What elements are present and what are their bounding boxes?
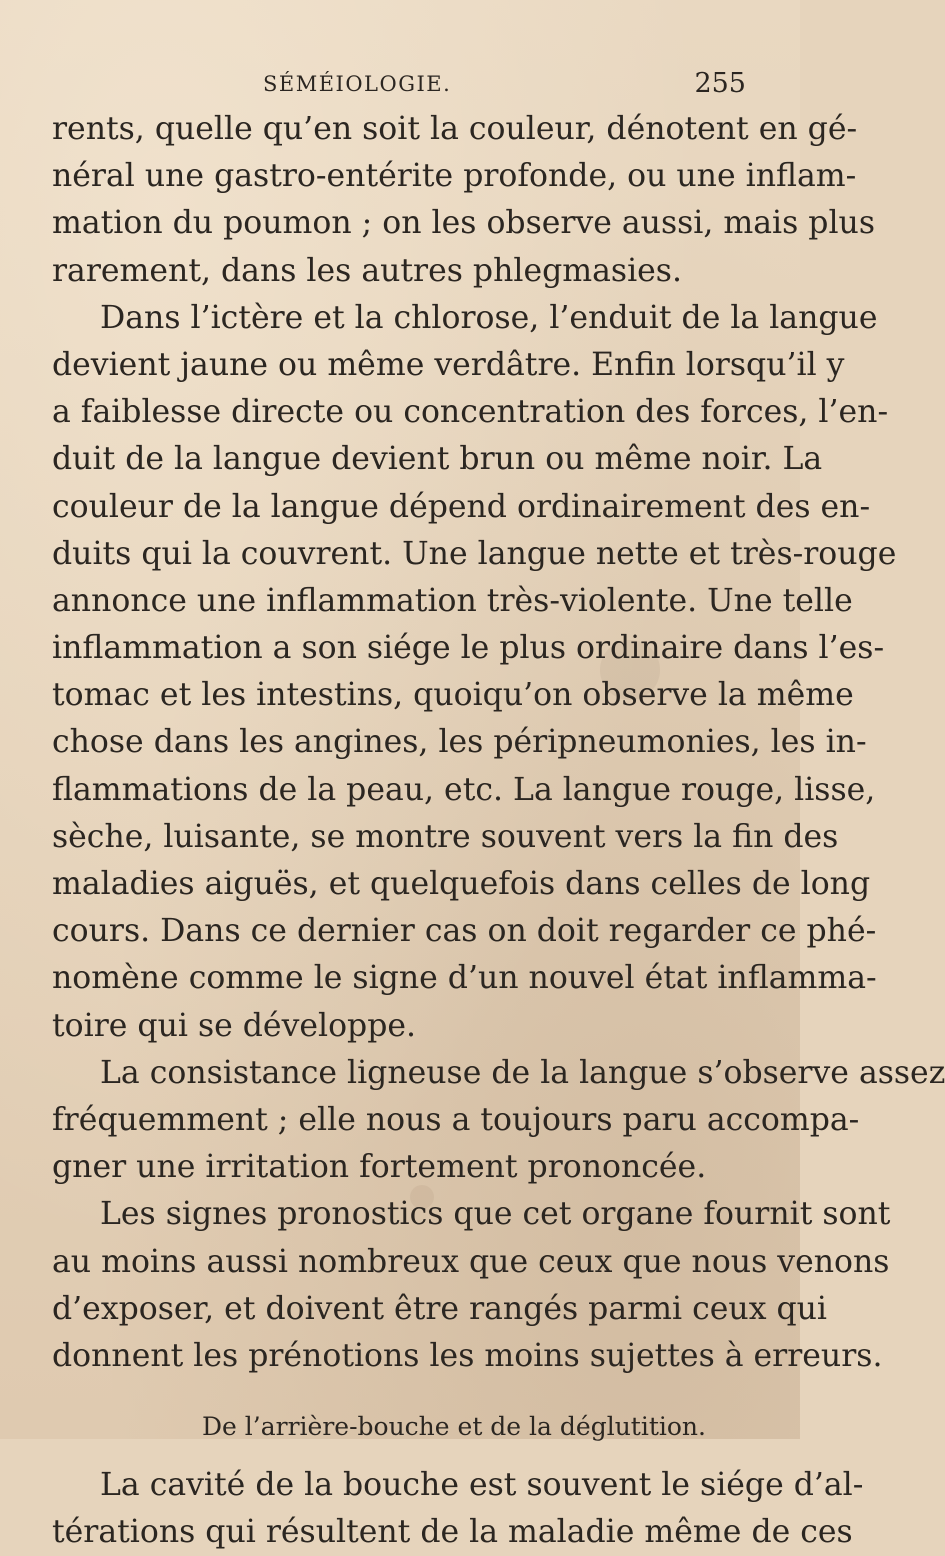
text-line: au moins aussi nombreux que ceux que nous venons: [52, 1243, 890, 1280]
paragraph: [52, 106, 875, 295]
paragraph: [52, 1050, 945, 1192]
text-line: maladies aiguës, et quelquefois dans celles de long: [52, 866, 871, 902]
text-line: couleur de la langue dépend ordinairement des en-: [52, 488, 871, 525]
text-line: néral une gastro-entérite profonde, ou une inflam-: [52, 158, 857, 195]
paragraph: [52, 1191, 891, 1380]
section-heading: De l’arrière-bouche et de la déglutition.: [202, 1412, 706, 1442]
text-line: tomac et les intestins, quoiqu’on observe la même: [52, 677, 854, 714]
text-line: nomène comme le signe d’un nouvel état inflamma-: [52, 960, 877, 997]
text-line: Dans l’ictère et la chlorose, l’enduit de la langue: [100, 299, 878, 336]
text-line: rarement, dans les autres phlegmasies.: [52, 252, 682, 289]
text-line: sèche, luisante, se montre souvent vers la fin des: [52, 818, 839, 855]
running-head: SÉMÉIOLOGIE.: [263, 72, 452, 96]
page-number: 255: [694, 68, 746, 99]
text-line: fréquemment ; elle nous a toujours paru accompa-: [52, 1101, 860, 1138]
text-line: La cavité de la bouche est souvent le siége d’al-: [100, 1467, 864, 1504]
page-header: [0, 68, 800, 104]
text-line: duit de la langue devient brun ou même noir. La: [52, 441, 823, 478]
text-line: cours. Dans ce dernier cas on doit regarder ce phé-: [52, 913, 877, 950]
text-line: térations qui résultent de la maladie même de ces: [52, 1514, 853, 1551]
spacer: [52, 1380, 752, 1392]
text-line: rents, quelle qu’en soit la couleur, dénotent en gé-: [52, 111, 858, 147]
text-line: duits qui la couvrent. Une langue nette et très-rouge: [52, 535, 897, 572]
text-line: mation du poumon ; on les observe aussi, mais plus: [52, 205, 875, 242]
text-line: inflammation a son siége le plus ordinaire dans l’es-: [52, 630, 885, 667]
text-line: toire qui se développe.: [52, 1007, 417, 1044]
paragraph: [52, 1462, 864, 1556]
text-line: gner une irritation fortement prononcée.: [52, 1149, 707, 1186]
body-text: [52, 106, 945, 1556]
text-line: flammations de la peau, etc. La langue rouge, lisse,: [52, 771, 876, 808]
text-line: La consistance ligneuse de la langue s’observe assez: [100, 1054, 945, 1091]
text-line: chose dans les angines, les péripneumonies, les in-: [52, 724, 867, 761]
paragraph: [52, 295, 897, 1050]
text-line: donnent les prénotions les moins sujettes à erreurs.: [52, 1337, 883, 1374]
text-line: devient jaune ou même verdâtre. Enfin lorsqu’il y: [52, 346, 845, 383]
text-line: Les signes pronostics que cet organe fournit sont: [100, 1196, 891, 1233]
text-line: annonce une inflammation très-violente. Une telle: [52, 582, 853, 619]
text-line: d’exposer, et doivent être rangés parmi ceux qui: [52, 1290, 828, 1327]
text-line: a faiblesse directe ou concentration des forces, l’en-: [52, 394, 889, 431]
